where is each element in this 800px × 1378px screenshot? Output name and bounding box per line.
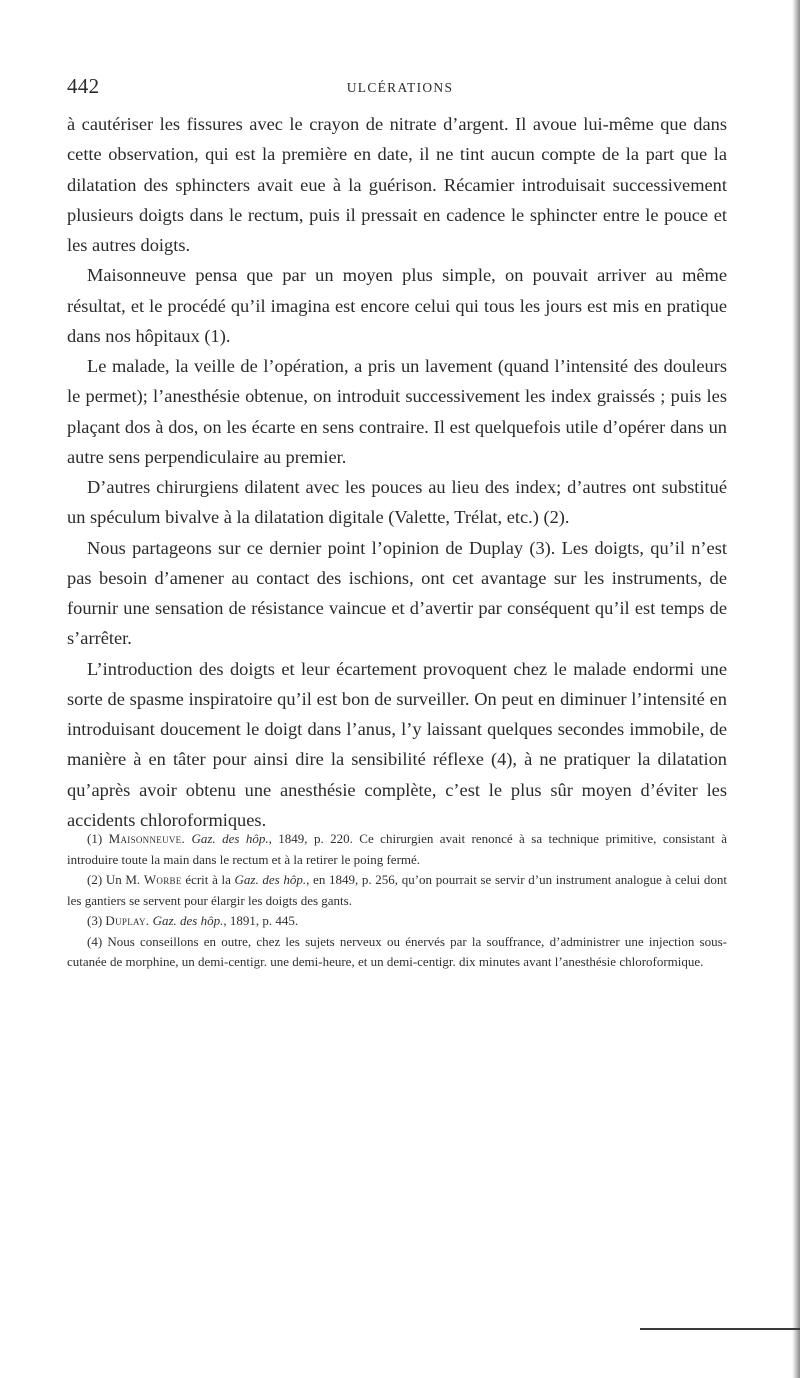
running-head: ULCÉRATIONS [346,80,454,95]
footnote-3-source: Gaz. des hôp. [152,913,224,928]
footnote-3 [67,911,727,932]
footnote-2 [67,870,727,911]
footnote-3-author: Duplay. [105,913,150,928]
footnote-1-author: Maisonneuve. [108,831,186,846]
footnote-1-source: Gaz. des hôp. [191,831,269,846]
footnote-4: (4) Nous conseillons en outre, chez les sujets nerveux ou énervés par la souffrance, d’administrer une injection sous-cutanée de morphine, un demi-centigr. une demi-heure, et un demi-centigr. dix minutes avant l’anesthésie chloroformique. [67,933,727,969]
footnote-3-marker: (3) [87,913,103,928]
paragraph-6: L’introduction des doigts et leur écartement provoquent chez le malade endormi une sorte de spasme inspiratoire qu’il est bon de surveiller. On peut en diminuer l’intensité en introduisant doucement le doigt dans l’anus, l’y laissant quelques secondes immobile, de manière à en tâter pour ainsi dire la sensibilité réflexe (4), à ne pratiquer la dilatation qu’après avoir obtenu une anesthésie complète, c’est le plus sûr moyen d’éviter les accidents chloroformiques. [67,658,727,830]
paragraph-4: D’autres chirurgiens dilatent avec les pouces au lieu des index; d’autres ont substitué un spéculum bivalve à la dilatation digitale (Valette, Trélat, etc.) (2). [67,477,727,528]
page-number: 442 [67,74,100,98]
main-text [67,109,727,835]
footnote-2-source: Gaz. des hôp. [234,872,307,887]
footnote-3-text: , 1891, p. 445. [223,913,299,928]
footnote-2-text: , en 1849, p. 256, qu’on pourrait se servir d’un instrument analogue à celui dont les gantiers se servent pour élargir les doigts des gants. [67,872,728,908]
footnote-1-text: , 1849, p. 220. Ce chirurgien avait renoncé à sa technique primitive, consistant à introduire toute la main dans le rectum et à la retirer le poing fermé. [67,831,728,867]
paragraph-5: Nous partageons sur ce dernier point l’opinion de Duplay (3). Les doigts, qu’il n’est pas besoin d’amener au contact des ischions, ont cet avantage sur les instruments, de fournir une sensation de résistance vaincue et d’avertir par conséquent qu’il est temps de s’arrêter. [67,537,727,649]
page-edge-shadow [792,0,800,1378]
footnote-1 [67,829,727,870]
paragraph-1: à cautériser les fissures avec le crayon de nitrate d’argent. Il avoue lui-même que dans cette observation, qui est la première en date, il ne tint aucun compte de la part que la dilatation des sphincters avait eue à la guérison. Récamier introduisait successivement plusieurs doigts dans le rectum, puis il pressait en cadence le sphincter entre le pouce et les autres doigts. [67,114,727,255]
paragraph-3: Le malade, la veille de l’opération, a pris un lavement (quand l’intensité des douleurs le permet); l’anesthésie obtenue, on introduit successivement les index graissés ; puis les plaçant dos à dos, on les écarte en sens contraire. Il est quelquefois utile d’opérer dans un autre sens perpendiculaire au premier. [67,356,727,467]
footnote-2-mid: écrit à la [185,872,231,887]
footnote-2-pre: (2) Un M. [87,872,141,887]
paragraph-2: Maisonneuve pensa que par un moyen plus simple, on pouvait arriver au même résultat, et le procédé qu’il imagina est encore celui qui tous les jours est mis en pratique dans nos hôpitaux (1). [67,265,727,346]
footnote-1-marker: (1) [87,831,103,846]
footnote-2-author: Worbe [143,872,182,887]
footnotes [67,829,727,973]
bottom-rule [640,1328,800,1330]
